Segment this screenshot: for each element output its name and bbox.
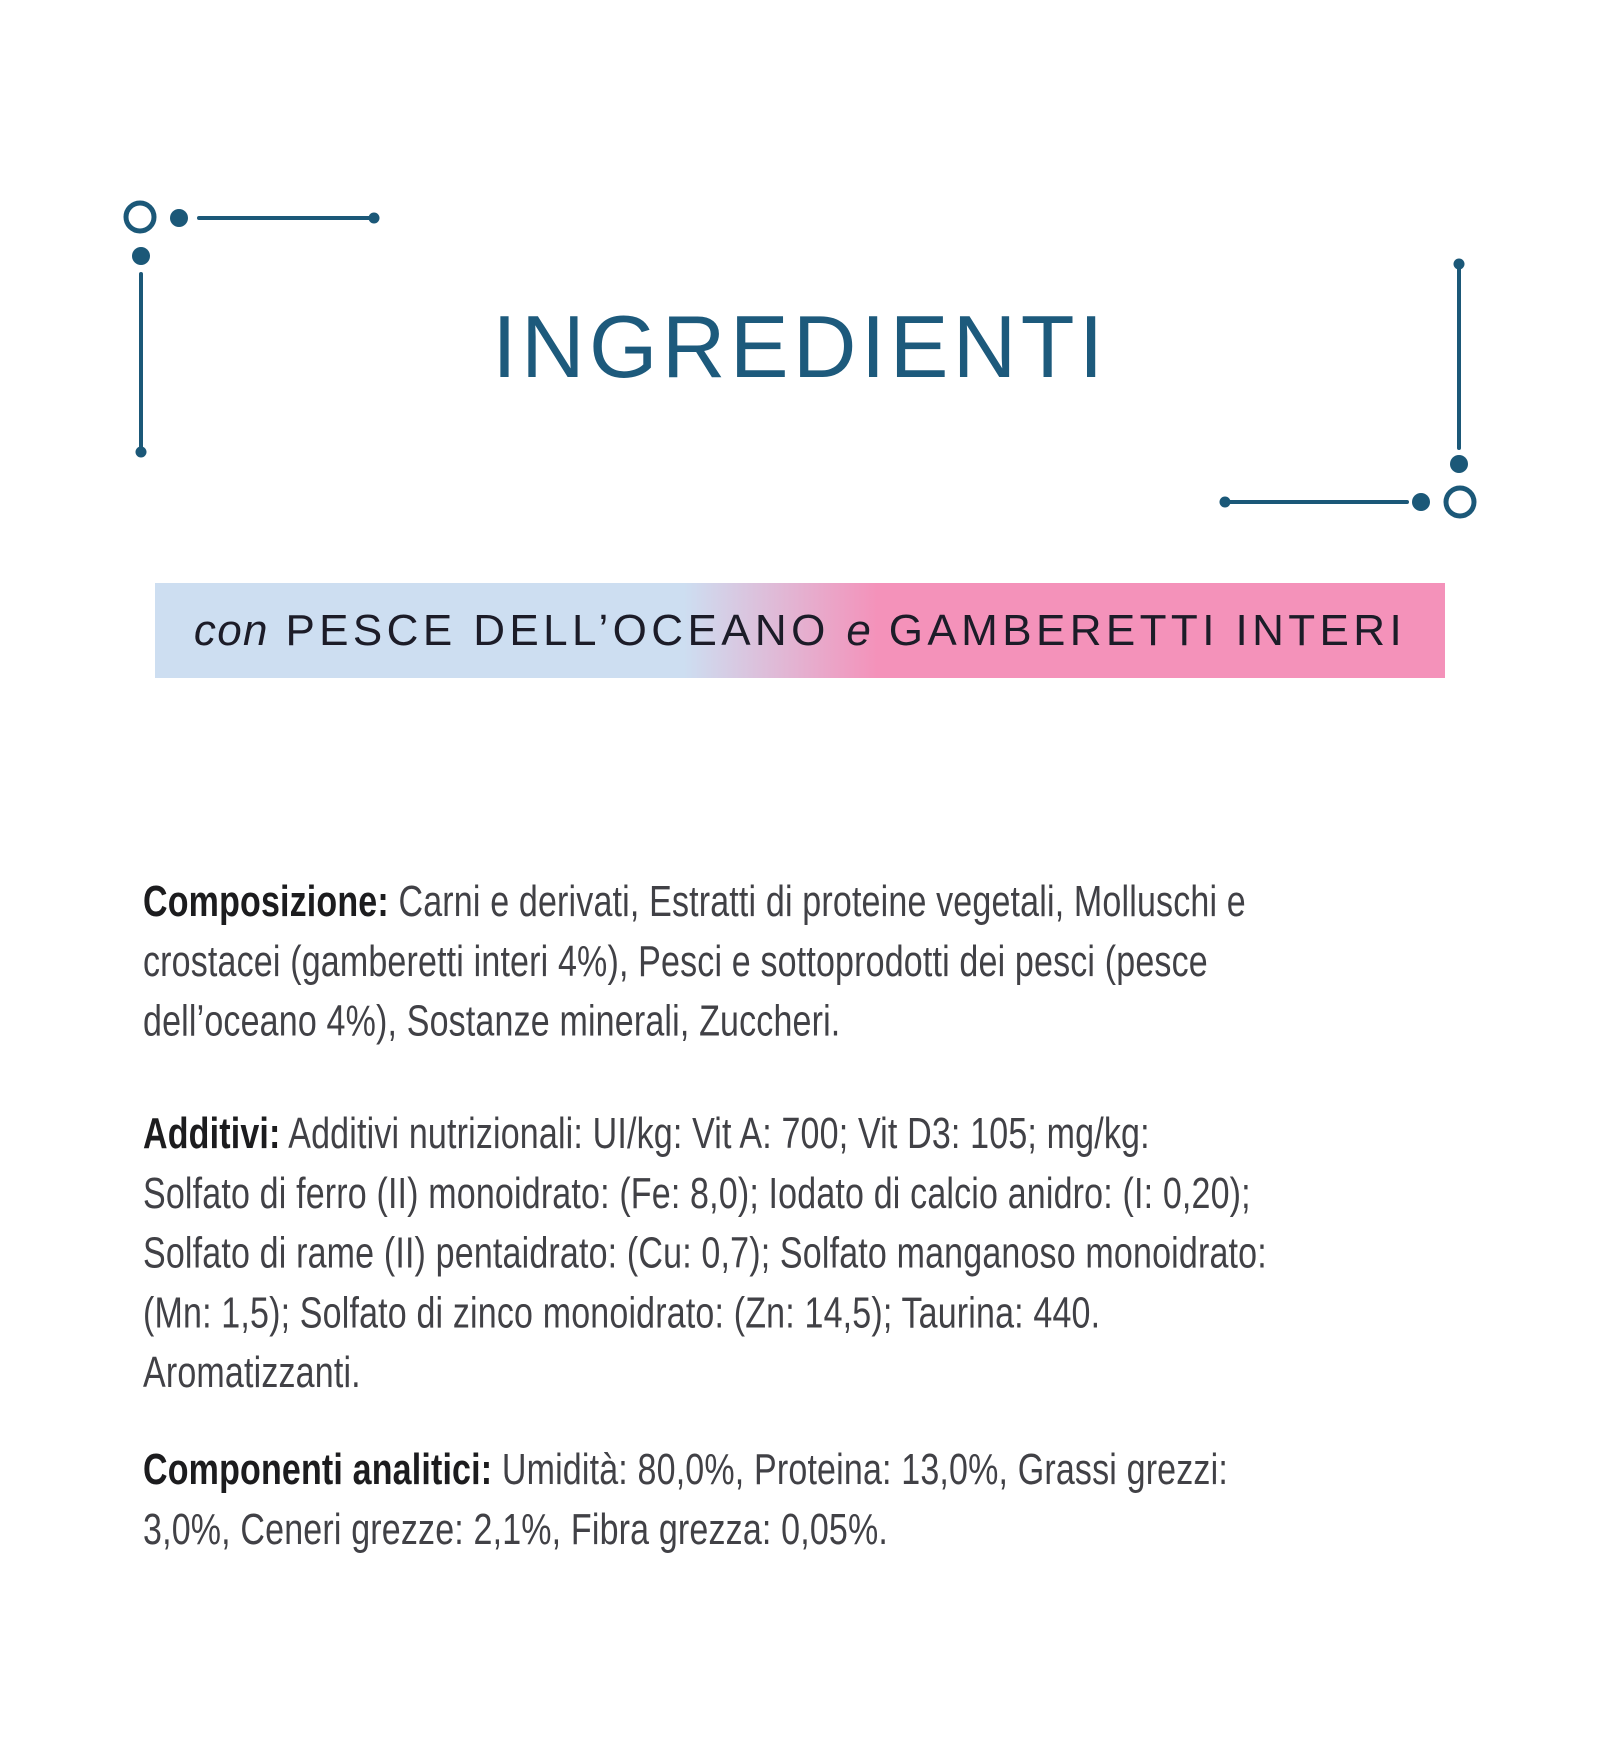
text-line: dell’oceano 4%), Sostanze minerali, Zuccheri. [143, 997, 841, 1046]
dot-icon [369, 213, 380, 224]
dot-icon [136, 447, 147, 458]
dot-icon [1450, 455, 1468, 473]
dot-icon [1454, 259, 1465, 270]
additives-section [143, 1105, 1483, 1403]
text-line: Aromatizzanti. [143, 1348, 361, 1398]
subtitle-banner-text [194, 606, 1406, 656]
dot-icon [1220, 497, 1231, 508]
text-line: (Mn: 1,5); Solfato di zinco monoidrato: (Zn: 14,5); Taurina: 440. [143, 1289, 1101, 1338]
dot-icon [132, 247, 150, 265]
section-text: Additivi nutrizionali: UI/kg: Vit A: 700; Vit D3: 105; mg/kg: [280, 1110, 1150, 1159]
text-line [143, 1441, 1483, 1501]
banner-right-phrase: GAMBERETTI INTERI [888, 605, 1407, 655]
section-lead: Additivi: [143, 1110, 281, 1159]
section-lead: Composizione: [143, 878, 389, 927]
composition-section [143, 873, 1483, 1052]
banner-prefix: con [193, 605, 269, 655]
ring-icon [126, 203, 154, 231]
dot-icon [170, 209, 188, 227]
page-title: INGREDIENTI [492, 297, 1108, 396]
subtitle-banner [155, 583, 1445, 678]
text-line: 3,0%, Ceneri grezze: 2,1%, Fibra grezza: 0,05%. [143, 1505, 889, 1555]
text-line [143, 873, 1483, 933]
banner-left-phrase: PESCE DELL’OCEANO [285, 605, 830, 655]
dot-icon [1412, 493, 1430, 511]
section-lead: Componenti analitici: [143, 1446, 493, 1495]
text-line [143, 1105, 1483, 1165]
analytical-components-section [143, 1441, 1483, 1560]
ring-icon [1446, 488, 1474, 516]
section-text: Carni e derivati, Estratti di proteine vegetali, Molluschi e [388, 878, 1246, 927]
text-line: crostacei (gamberetti interi 4%), Pesci e sottoprodotti dei pesci (pesce [143, 937, 1208, 987]
text-line: Solfato di rame (II) pentaidrato: (Cu: 0,7); Solfato manganoso monoidrato: [143, 1229, 1267, 1278]
section-text: Umidità: 80,0%, Proteina: 13,0%, Grassi grezzi: [492, 1446, 1228, 1495]
banner-conjunction: e [846, 605, 873, 655]
text-line: Solfato di ferro (II) monoidrato: (Fe: 8,0); Iodato di calcio anidro: (I: 0,20); [143, 1169, 1251, 1219]
